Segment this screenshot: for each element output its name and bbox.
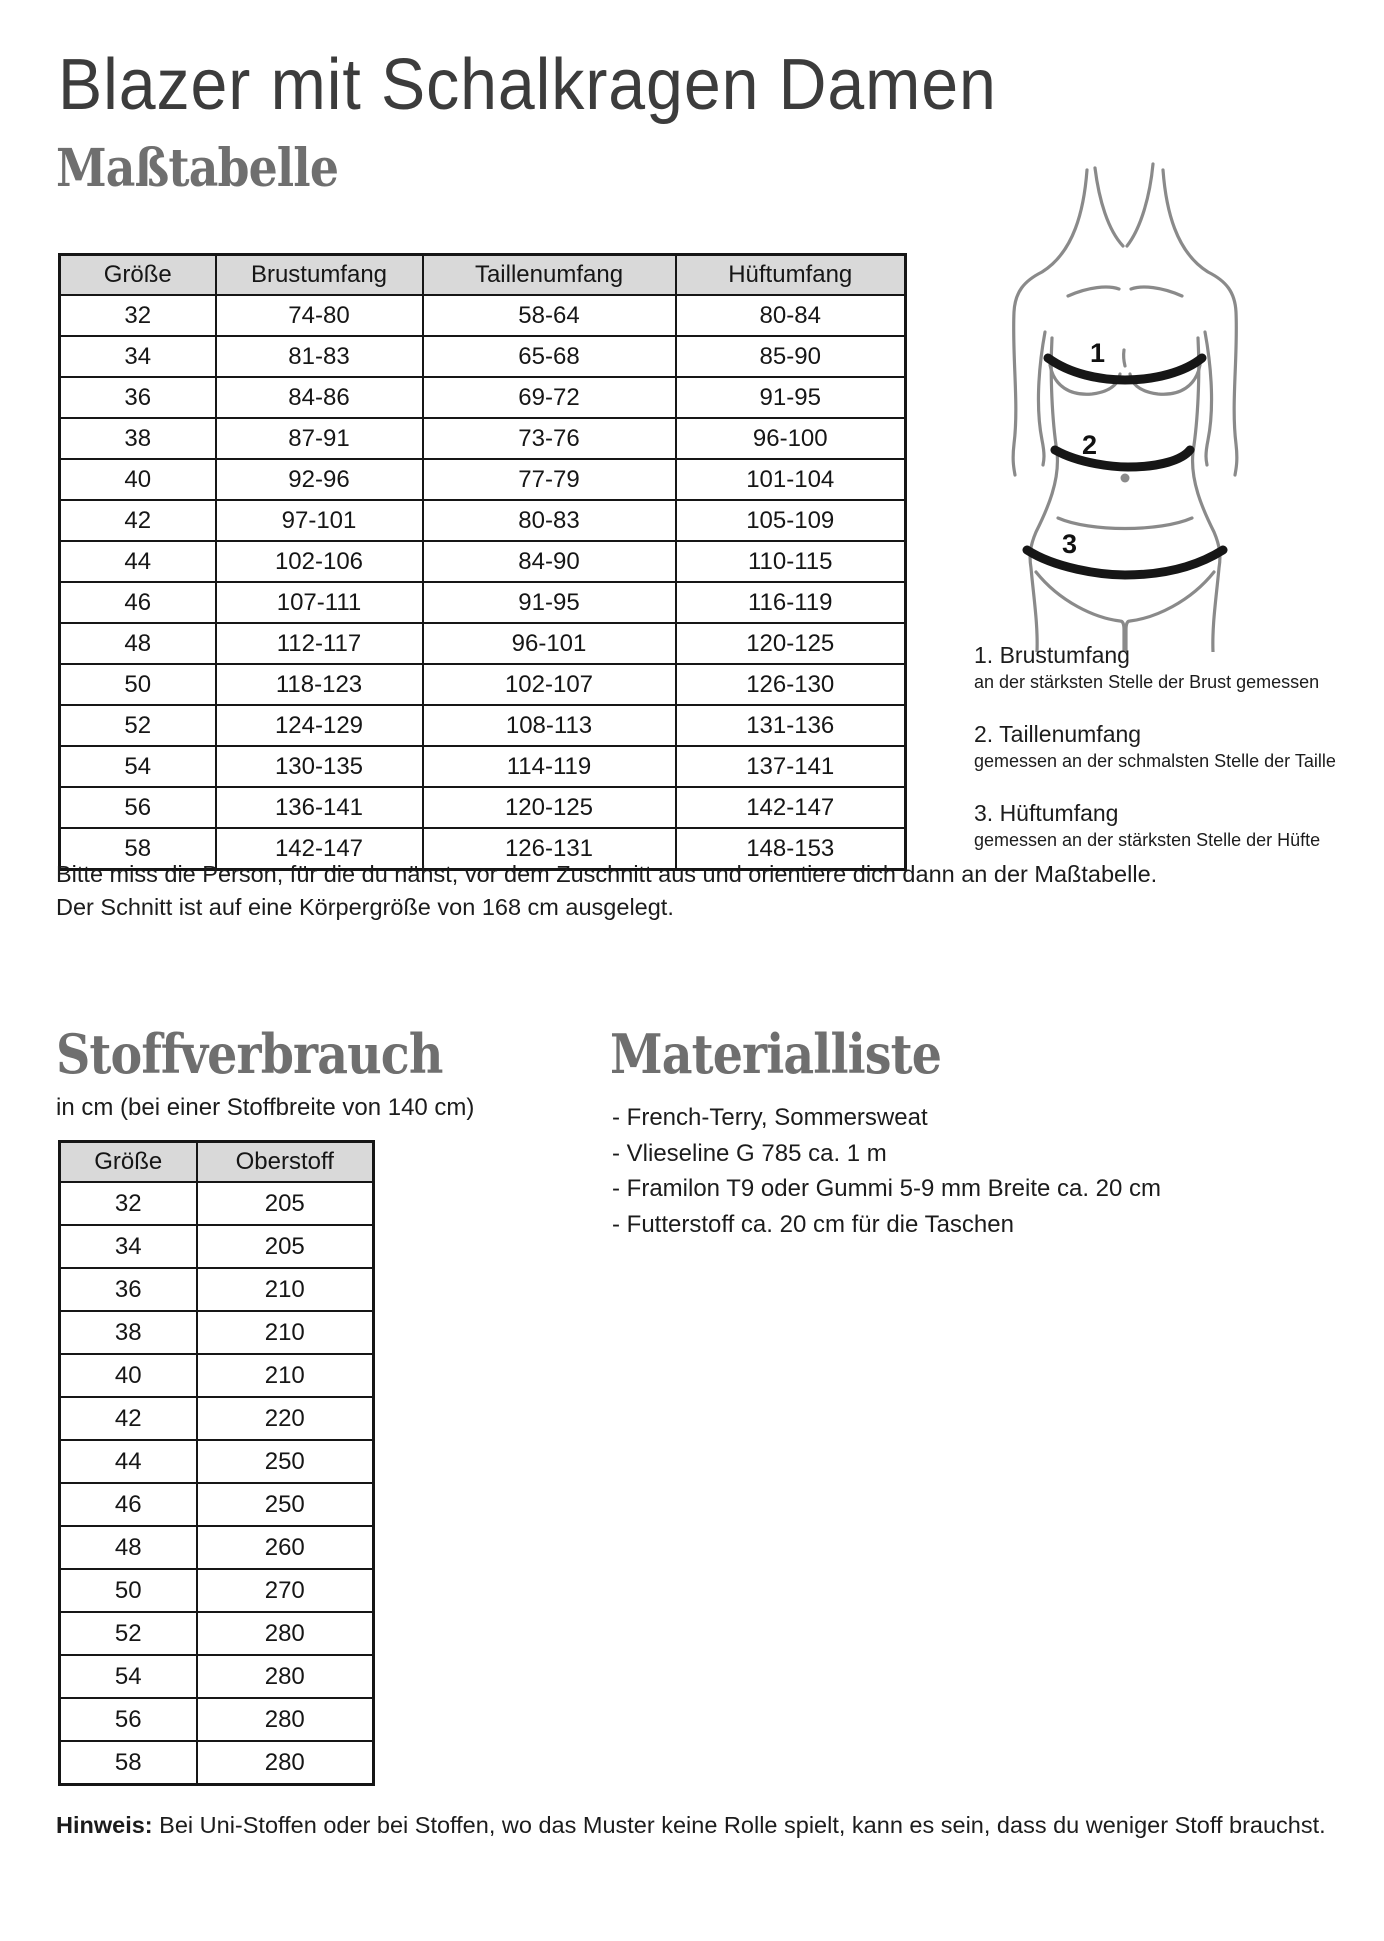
table-row bbox=[60, 664, 906, 705]
table-cell: 280 bbox=[197, 1698, 374, 1741]
table-cell: 38 bbox=[60, 1311, 197, 1354]
table-row bbox=[60, 1698, 374, 1741]
note-body-height: Der Schnitt ist auf eine Körpergröße von 168 cm ausgelegt. bbox=[56, 894, 674, 920]
table-cell: 97-101 bbox=[216, 500, 423, 541]
table-row bbox=[60, 418, 906, 459]
stoffverbrauch-body bbox=[60, 1182, 374, 1785]
stoffverbrauch-header bbox=[60, 1142, 374, 1183]
table-cell: 120-125 bbox=[423, 787, 676, 828]
table-cell: 112-117 bbox=[216, 623, 423, 664]
masstabelle-heading: Maßtabelle bbox=[56, 138, 339, 199]
navel-dot bbox=[1121, 474, 1130, 483]
legend-item-title: 2. Taillenumfang bbox=[974, 721, 1142, 747]
table-cell: 44 bbox=[60, 541, 216, 582]
cleavage-line bbox=[1124, 350, 1125, 366]
table-row bbox=[60, 541, 906, 582]
legend-item-title: 3. Hüftumfang bbox=[974, 800, 1119, 826]
stoffverbrauch-table bbox=[58, 1140, 375, 1786]
table-cell: 58 bbox=[60, 828, 216, 870]
table-cell: 136-141 bbox=[216, 787, 423, 828]
table-cell: 84-90 bbox=[423, 541, 676, 582]
material-item: - Vlieseline G 785 ca. 1 m bbox=[612, 1139, 887, 1167]
table-cell: 107-111 bbox=[216, 582, 423, 623]
table-row bbox=[60, 1655, 374, 1698]
table-cell: 131-136 bbox=[676, 705, 906, 746]
table-cell: 205 bbox=[197, 1225, 374, 1268]
footer-note-text: Bei Uni-Stoffen oder bei Stoffen, wo das Muster keine Rolle spielt, kann es sein, dass du weniger Stoff brauchst. bbox=[152, 1812, 1326, 1838]
legend-item bbox=[974, 798, 1360, 852]
table-cell: 210 bbox=[197, 1311, 374, 1354]
table-cell: 102-106 bbox=[216, 541, 423, 582]
column-header: Oberstoff bbox=[197, 1142, 374, 1183]
stoffverbrauch-subtitle: in cm (bei einer Stoffbreite von 140 cm) bbox=[56, 1094, 475, 1121]
legend-item-desc: an der stärksten Stelle der Brust gemessen bbox=[974, 672, 1320, 692]
table-cell: 58 bbox=[60, 1741, 197, 1785]
table-cell: 280 bbox=[197, 1612, 374, 1655]
table-cell: 105-109 bbox=[676, 500, 906, 541]
table-cell: 210 bbox=[197, 1354, 374, 1397]
table-cell: 38 bbox=[60, 418, 216, 459]
table-cell: 74-80 bbox=[216, 295, 423, 336]
neck-right-line bbox=[1127, 164, 1153, 246]
collarbone-left bbox=[1068, 287, 1119, 296]
table-cell: 65-68 bbox=[423, 336, 676, 377]
table-cell: 36 bbox=[60, 1268, 197, 1311]
table-row bbox=[60, 705, 906, 746]
table-row bbox=[60, 377, 906, 418]
column-header: Brustumfang bbox=[216, 255, 423, 296]
table-cell: 34 bbox=[60, 336, 216, 377]
table-cell: 58-64 bbox=[423, 295, 676, 336]
table-row bbox=[60, 582, 906, 623]
table-cell: 50 bbox=[60, 664, 216, 705]
masstabelle-table bbox=[58, 253, 907, 871]
table-cell: 87-91 bbox=[216, 418, 423, 459]
torso-side-left bbox=[1030, 338, 1057, 652]
torso-side-right bbox=[1193, 338, 1220, 652]
table-row bbox=[60, 1483, 374, 1526]
table-cell: 69-72 bbox=[423, 377, 676, 418]
hip-measure-band bbox=[1027, 550, 1223, 575]
table-row bbox=[60, 500, 906, 541]
table-cell: 116-119 bbox=[676, 582, 906, 623]
table-cell: 42 bbox=[60, 1397, 197, 1440]
table-cell: 142-147 bbox=[676, 787, 906, 828]
table-cell: 42 bbox=[60, 500, 216, 541]
table-cell: 250 bbox=[197, 1440, 374, 1483]
table-row bbox=[60, 623, 906, 664]
materialliste-list bbox=[612, 1100, 1161, 1242]
legend-item bbox=[974, 719, 1360, 773]
table-row bbox=[60, 1225, 374, 1268]
table-cell: 91-95 bbox=[676, 377, 906, 418]
table-cell: 52 bbox=[60, 1612, 197, 1655]
table-cell: 32 bbox=[60, 295, 216, 336]
table-cell: 40 bbox=[60, 1354, 197, 1397]
materialliste-heading: Materialliste bbox=[610, 1022, 942, 1086]
table-cell: 108-113 bbox=[423, 705, 676, 746]
neck-left-line bbox=[1095, 168, 1123, 246]
table-cell: 34 bbox=[60, 1225, 197, 1268]
table-cell: 102-107 bbox=[423, 664, 676, 705]
inner-arm-left bbox=[1038, 332, 1045, 465]
table-cell: 48 bbox=[60, 1526, 197, 1569]
left-shoulder-arm bbox=[1013, 170, 1087, 475]
legend-item-desc: gemessen an der schmalsten Stelle der Taille bbox=[974, 751, 1336, 771]
column-header: Größe bbox=[60, 1142, 197, 1183]
table-cell: 56 bbox=[60, 1698, 197, 1741]
bust-label: 1 bbox=[1090, 338, 1106, 368]
legend-item bbox=[974, 640, 1360, 694]
table-cell: 48 bbox=[60, 623, 216, 664]
table-row bbox=[60, 1182, 374, 1225]
table-cell: 101-104 bbox=[676, 459, 906, 500]
table-cell: 80-84 bbox=[676, 295, 906, 336]
legend-item-title: 1. Brustumfang bbox=[974, 642, 1130, 668]
table-row bbox=[60, 1268, 374, 1311]
legend-item-desc: gemessen an der stärksten Stelle der Hüfte bbox=[974, 830, 1321, 850]
table-row bbox=[60, 1440, 374, 1483]
table-cell: 142-147 bbox=[216, 828, 423, 870]
table-row bbox=[60, 1397, 374, 1440]
column-header: Hüftumfang bbox=[676, 255, 906, 296]
table-row bbox=[60, 1354, 374, 1397]
table-cell: 85-90 bbox=[676, 336, 906, 377]
table-cell: 32 bbox=[60, 1182, 197, 1225]
masstabelle-header bbox=[60, 255, 906, 296]
table-cell: 280 bbox=[197, 1741, 374, 1785]
stoffverbrauch-heading: Stoffverbrauch bbox=[56, 1022, 443, 1086]
note-measure-person: Bitte miss die Person, für die du nähst, vor dem Zuschnitt aus und orientiere dich dann an der Maßtabelle. bbox=[56, 861, 1158, 887]
table-row bbox=[60, 295, 906, 336]
table-cell: 110-115 bbox=[676, 541, 906, 582]
table-cell: 270 bbox=[197, 1569, 374, 1612]
column-header: Größe bbox=[60, 255, 216, 296]
measurement-legend bbox=[974, 640, 1360, 877]
table-row bbox=[60, 1612, 374, 1655]
table-row bbox=[60, 1311, 374, 1354]
header-row bbox=[60, 255, 906, 296]
table-cell: 80-83 bbox=[423, 500, 676, 541]
table-cell: 120-125 bbox=[676, 623, 906, 664]
header-row bbox=[60, 1142, 374, 1183]
table-cell: 126-130 bbox=[676, 664, 906, 705]
waist-measure-band bbox=[1055, 450, 1190, 467]
table-cell: 260 bbox=[197, 1526, 374, 1569]
table-cell: 148-153 bbox=[676, 828, 906, 870]
table-cell: 205 bbox=[197, 1182, 374, 1225]
table-cell: 96-101 bbox=[423, 623, 676, 664]
material-item: - Framilon T9 oder Gummi 5-9 mm Breite ca. 20 cm bbox=[612, 1175, 1162, 1202]
table-cell: 50 bbox=[60, 1569, 197, 1612]
table-cell: 77-79 bbox=[423, 459, 676, 500]
belly-curve bbox=[1058, 518, 1192, 529]
table-cell: 118-123 bbox=[216, 664, 423, 705]
table-cell: 126-131 bbox=[423, 828, 676, 870]
table-cell: 114-119 bbox=[423, 746, 676, 787]
table-cell: 36 bbox=[60, 377, 216, 418]
page-title: Blazer mit Schalkragen Damen bbox=[58, 45, 997, 125]
table-row bbox=[60, 787, 906, 828]
table-cell: 81-83 bbox=[216, 336, 423, 377]
table-row bbox=[60, 1526, 374, 1569]
table-cell: 54 bbox=[60, 746, 216, 787]
column-header: Taillenumfang bbox=[423, 255, 676, 296]
table-cell: 84-86 bbox=[216, 377, 423, 418]
masstabelle-notes bbox=[56, 858, 1157, 924]
table-cell: 40 bbox=[60, 459, 216, 500]
table-row bbox=[60, 1741, 374, 1785]
masstabelle-body bbox=[60, 295, 906, 870]
inner-arm-right bbox=[1205, 332, 1212, 465]
right-shoulder-arm bbox=[1163, 170, 1237, 475]
table-cell: 56 bbox=[60, 787, 216, 828]
table-cell: 91-95 bbox=[423, 582, 676, 623]
material-item: - French-Terry, Sommersweat bbox=[612, 1104, 928, 1131]
table-cell: 250 bbox=[197, 1483, 374, 1526]
table-cell: 280 bbox=[197, 1655, 374, 1698]
table-row bbox=[60, 336, 906, 377]
material-item: - Futterstoff ca. 20 cm für die Taschen bbox=[612, 1210, 1014, 1238]
table-cell: 54 bbox=[60, 1655, 197, 1698]
table-cell: 130-135 bbox=[216, 746, 423, 787]
footer-note-label: Hinweis: bbox=[56, 1812, 153, 1838]
table-cell: 124-129 bbox=[216, 705, 423, 746]
table-row bbox=[60, 1569, 374, 1612]
table-cell: 210 bbox=[197, 1268, 374, 1311]
table-cell: 92-96 bbox=[216, 459, 423, 500]
collarbone-right bbox=[1131, 287, 1182, 296]
table-cell: 44 bbox=[60, 1440, 197, 1483]
hip-label: 3 bbox=[1062, 529, 1078, 559]
table-cell: 96-100 bbox=[676, 418, 906, 459]
body-measurement-figure bbox=[1000, 160, 1250, 652]
table-row bbox=[60, 746, 906, 787]
footer-note bbox=[56, 1812, 1326, 1839]
table-cell: 220 bbox=[197, 1397, 374, 1440]
table-cell: 46 bbox=[60, 582, 216, 623]
table-cell: 73-76 bbox=[423, 418, 676, 459]
waist-label: 2 bbox=[1082, 430, 1098, 460]
table-row bbox=[60, 459, 906, 500]
table-cell: 137-141 bbox=[676, 746, 906, 787]
table-cell: 46 bbox=[60, 1483, 197, 1526]
table-cell: 52 bbox=[60, 705, 216, 746]
